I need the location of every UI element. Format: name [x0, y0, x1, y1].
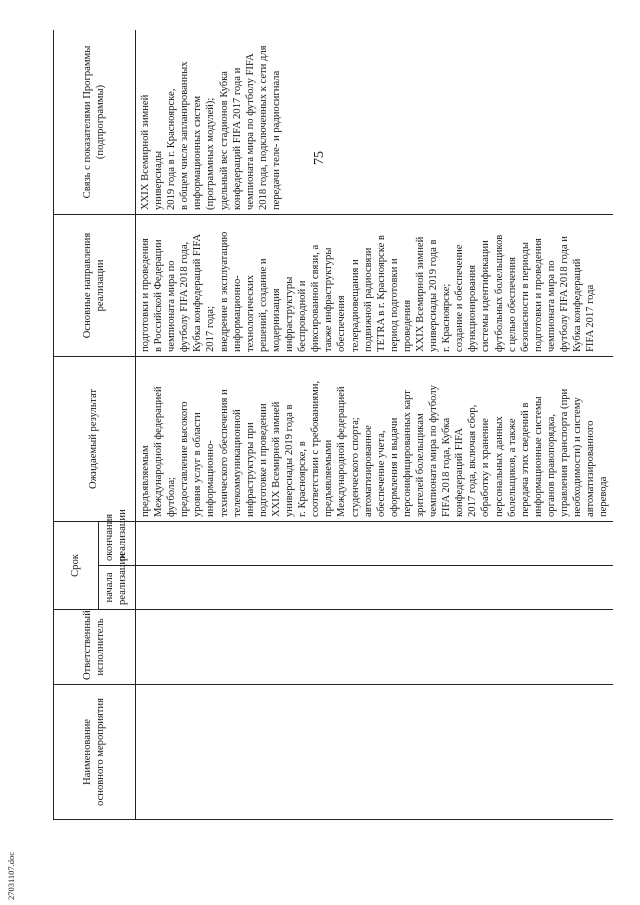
rotated-table-wrapper [53, 30, 613, 820]
header-name: Наименование основного мероприятия [54, 685, 136, 820]
cell-result: предъявляемым Международной федерацией футбола; предоставление высокого уровня услуг в области информационно- технического обеспечения и телекоммуникационной инфраструктуры при подготовке и проведении XXIX Всемирной зимней универсиады 2019 года в г. Красноярске, в соответствии с требованиями, предъявляемыми Международной федерацией студенческого спорта; автоматизированное обеспечение учета, оформления и выдачи персонифицированных карт зрителей болельщикам чемпионата мира по футболу FIFA 2018 года, Кубка конфедераций FIFA 2017 года, включая сбор, обработку и хранение персональных данных болельщиков, а также передача этих сведений в информационные системы органов правопорядка, управления транспорта (при необходимости) и систему автоматизированного перевода [136, 357, 614, 522]
header-executor: Ответственный исполнитель [54, 610, 136, 685]
table-row [136, 30, 614, 820]
header-indicators: Связь с показателями Программы (подпрограммы) [54, 30, 136, 215]
header-term-start: начала реализации [99, 566, 136, 610]
header-term-end: окончания реализации [99, 522, 136, 566]
header-directions: Основные направления реализации [54, 215, 136, 357]
cell-indicators: XXIX Всемирной зимней универсиады 2019 года в г. Красноярске, в общем числе запланированных информационных систем (программных модулей); удельный вес стадионов Кубка конфедераций FIFA 2017 года и чемпионата мира по футболу FIFA 2018 года, подключенных к сети для передачи теле- и радиосигнала [136, 30, 614, 215]
table-sheet [53, 30, 613, 820]
cell-executor [136, 610, 614, 685]
page-number: 75 [312, 151, 327, 165]
header-term: Срок [54, 522, 99, 610]
cell-term-start [136, 566, 614, 610]
program-table [53, 30, 613, 820]
cell-name [136, 685, 614, 820]
cell-directions: подготовки и проведения в Российской Федерации чемпионата мира по футболу FIFA 2018 года, Кубка конфедераций FIFA 2017 года; внедрение в эксплуатацию информационно- технологических решений, создание и модернизация инфраструктуры беспроводной и фиксированной связи, а также инфраструктуры обеспечения телерадиовещания и подвижной радиосвязи TETRA в г. Красноярске в период подготовки и проведения XXIX Всемирной зимней универсиады 2019 года в г. Красноярске; создание и обеспечение функционирования системы идентификации футбольных болельщиков с целью обеспечения безопасности в периоды подготовки и проведения чемпионата мира по футболу FIFA 2018 года и Кубка конфедераций FIFA 2017 года [136, 215, 614, 357]
header-result: Ожидаемый результат [54, 357, 136, 522]
cell-term-end [136, 522, 614, 566]
footer-document-code: 27031107.doc [6, 851, 16, 901]
